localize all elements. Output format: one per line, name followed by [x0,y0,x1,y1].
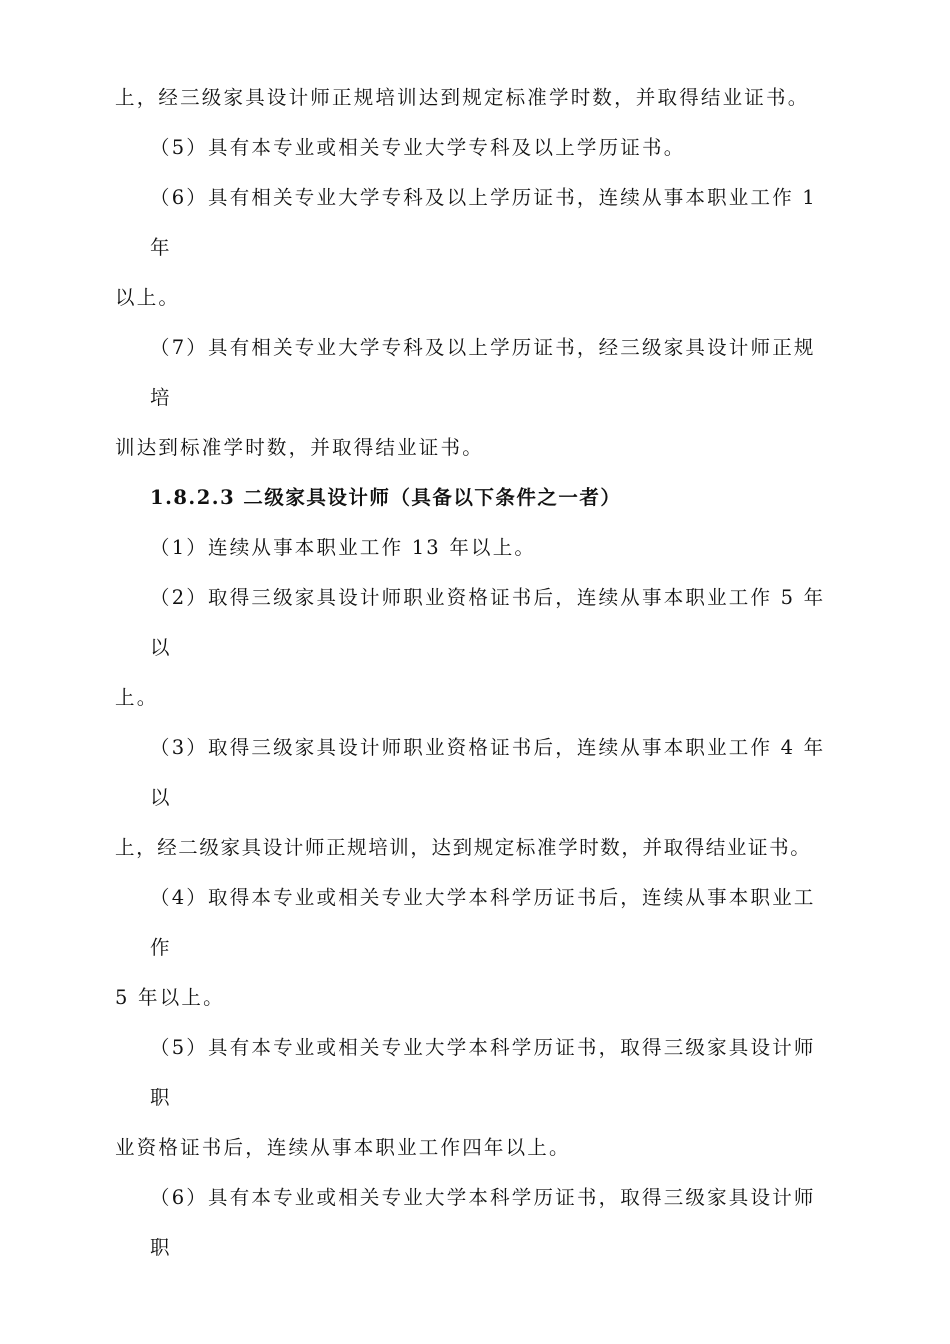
text-line: （6）具有相关专业大学专科及以上学历证书，连续从事本职业工作 1 [150,186,817,209]
text-line: 上。 [115,686,159,709]
text-line: （6）具有本专业或相关专业大学本科学历证书，取得三级家具设计师 [150,1186,816,1209]
text-line: 5 年以上。 [115,986,225,1009]
section-heading: 1.8.2.3 二级家具设计师（具备以下条件之一者） [150,486,622,509]
text-line: （1）连续从事本职业工作 13 年以上。 [150,536,537,559]
text-line: （4）取得本专业或相关专业大学本科学历证书后，连续从事本职业工 [150,886,816,909]
text-line: 以 [150,636,172,659]
text-line: （5）具有本专业或相关专业大学专科及以上学历证书。 [150,136,686,159]
text-line: 年 [150,236,172,259]
text-line: （5）具有本专业或相关专业大学本科学历证书，取得三级家具设计师 [150,1036,816,1059]
text-line: 职 [150,1236,172,1259]
text-line: 培 [150,386,172,409]
text-line: 以 [150,786,172,809]
text-line: （2）取得三级家具设计师职业资格证书后，连续从事本职业工作 5 年 [150,586,826,609]
text-line: 训达到标准学时数，并取得结业证书。 [115,436,484,459]
text-line: 以上。 [115,286,181,309]
text-line: （3）取得三级家具设计师职业资格证书后，连续从事本职业工作 4 年 [150,736,826,759]
text-line: 业资格证书后，连续从事本职业工作四年以上。 [115,1136,571,1159]
text-line: 上，经三级家具设计师正规培训达到规定标准学时数，并取得结业证书。 [115,86,810,109]
text-line: 上，经二级家具设计师正规培训，达到规定标准学时数，并取得结业证书。 [115,836,812,859]
text-line: 作 [150,936,172,959]
text-line: （7）具有相关专业大学专科及以上学历证书，经三级家具设计师正规 [150,336,816,359]
text-line: 职 [150,1086,172,1109]
